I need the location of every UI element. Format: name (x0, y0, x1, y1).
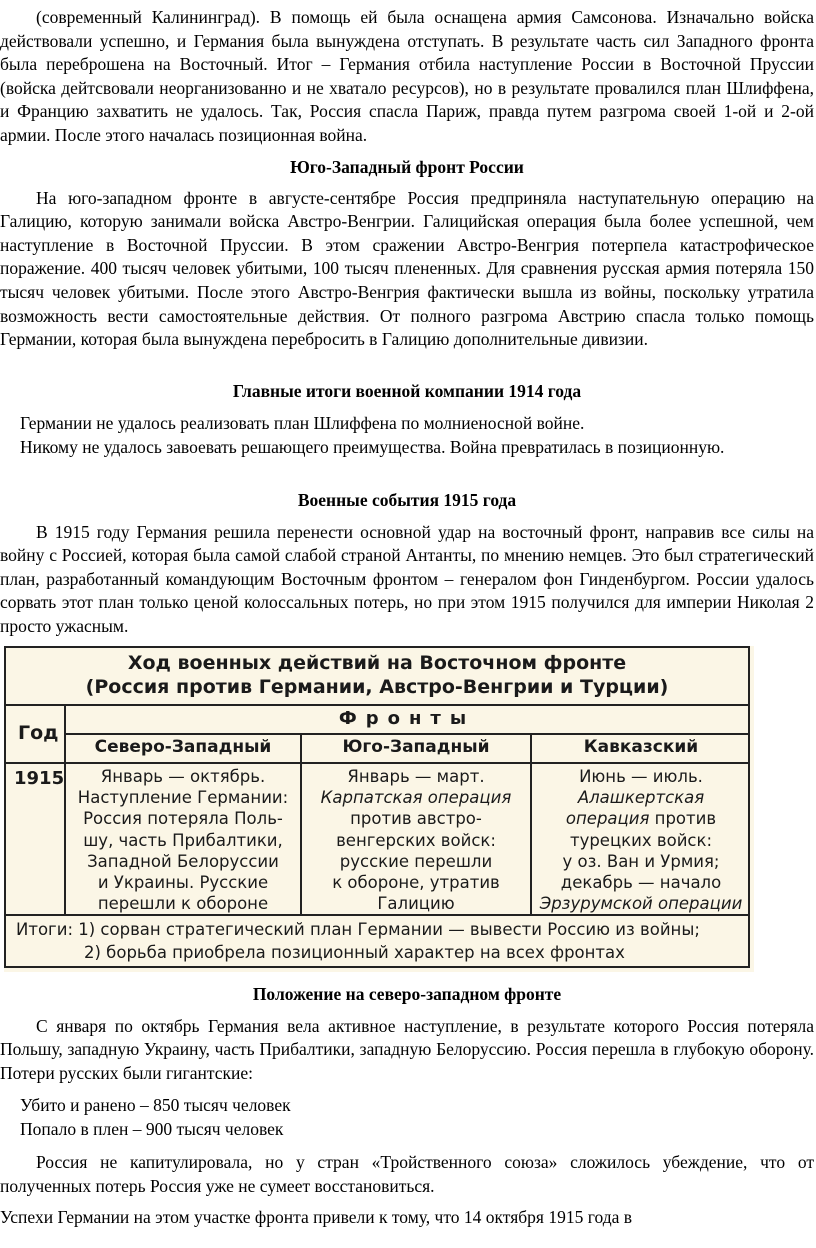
section-heading: Военные события 1915 года (297, 490, 517, 510)
list-item: Германии не удалось реализовать план Шлиффена по молниеносной войне. (20, 413, 585, 433)
results-list (20, 412, 814, 459)
cell-line: против австро- (350, 809, 482, 829)
section-events-1915 (0, 489, 814, 639)
cell-line: Эрзурумской операции (539, 894, 743, 914)
paragraph-text: На юго-западном фронте в августе-сентябре Россия предприняла наступательную операцию на Галицию, которую занимали войска Австро-Венгрии. Галицийская операция была более успешной, чем наступление в Восточной Пруссии. В этом сражении Австро-Венгрия потерпела катастрофическое поражение. 400 тысяч человек убитыми, 100 тысяч плененных. Для сравнения русская армия потеряла 150 тысяч человек убитыми. После этого Австро-Венгрия фактически вышла из войны, поскольку утратила возможность вести самостоятельные действия. От полного разгрома Австрию спасла только помощь Германии, которая была вынуждена перебросить в Галицию дополнительные дивизии. (0, 187, 814, 350)
cell-line: и Украины. Русские (97, 873, 269, 893)
cell-line: Июнь — июль. (579, 767, 703, 786)
section-heading: Юго-Западный фронт России (290, 157, 524, 177)
paragraph-text: В 1915 году Германия решила перенести основной удар на восточный фронт, направив все силы на войну с Россией, которая была самой слабой страной Антанты, по мнению немцев. Это был стратегический план, разработанный командующим Восточным фронтом – генералом фон Гинденбургом. России удалось сорвать этот план только ценой колоссальных потерь, но при этом 1915 получился для империи Николая 2 просто ужасным. (0, 521, 814, 636)
cell-line: Западной Белоруссии (87, 851, 279, 871)
table-result-line: 2) борьба приобрела позиционный характер на всех фронтах (84, 943, 625, 962)
cell-line: Наступление Германии: (77, 788, 289, 808)
section-heading: Главные итоги военной компании 1914 года (232, 381, 582, 401)
cell-caucasus (532, 766, 750, 914)
table-subtitle: (Россия против Германии, Австро-Венгрии и Турции) (85, 676, 669, 698)
cell-line: русские перешли (339, 851, 493, 871)
cell-line: к обороне, утратив (332, 873, 500, 893)
cell-line: перешли к обороне (97, 894, 269, 914)
cell-line-italic: операция (565, 809, 650, 829)
cell-line: Галицию (377, 894, 455, 914)
column-header-front: Юго-Западный (342, 737, 490, 757)
section-northwest (0, 983, 814, 1085)
cell-line: Россия потеряла Поль- (83, 809, 283, 829)
paragraph-text: С января по октябрь Германия вела активное наступление, в результате которого Россия потеряла Польшу, западную Украину, часть Прибалтики, западную Белоруссию. Россия перешла в глубокую оборону. Потери русских были гигантские: (0, 1015, 814, 1083)
cell-line: Карпатская операция (320, 788, 512, 808)
cell-line: Январь — октябрь. (100, 767, 266, 786)
cell-line: Алашкертская (577, 788, 705, 808)
list-item: Никому не удалось завоевать решающего преимущества. Война превратилась в позиционную. (20, 436, 725, 457)
column-header-front: Северо-Западный (94, 737, 272, 757)
intro-text: (современный Калининград). В помощь ей была оснащена армия Самсонова. Изначально войска действовали успешно, и Германия была вынуждена отступать. В результате часть сил Западного фронта была переброшена на Восточный. Итог – Германия отбила наступление России в Восточной Пруссии (войска дейтсвовали неорганизованно и не хватало ресурсов), но в результате провалился план Шлиффена, и Францию захватить не удалось. Так, Россия спасла Париж, правда путем разгрома своей 1-ой и 2-ой армии. После этого началась позиционная война. (0, 7, 814, 145)
table-title: Ход военных действий на Восточном фронте (127, 652, 627, 674)
divider (4, 704, 750, 706)
cell-line: турецких войск: (569, 830, 713, 850)
cell-line: Январь — март. (347, 767, 485, 786)
cell-line: операция против (565, 809, 717, 829)
intro-paragraph (0, 6, 814, 148)
cell-line: венгерских войск: (336, 830, 496, 850)
row-year: 1915 (14, 768, 65, 789)
cell-southwest (302, 766, 530, 914)
column-header-fronts: Фронты (338, 708, 476, 729)
list-item: Убито и ранено – 850 тысяч человек (20, 1095, 291, 1115)
paragraph-text: Россия не капитулировала, но у стран «Тройственного союза» сложилось убеждение, что от полученных потерь Россия уже не сумеет восстановиться. (0, 1152, 814, 1196)
divider (64, 733, 750, 735)
losses-list (20, 1094, 814, 1141)
eastern-front-table-image (4, 646, 754, 972)
cell-line: декабрь — начало (560, 873, 722, 893)
last-paragraph (0, 1206, 814, 1230)
section-results-1914 (0, 380, 814, 404)
section-heading: Положение на северо-западном фронте (252, 984, 562, 1004)
table-result-line: Итоги: 1) сорван стратегический план Германии — вывести Россию из войны; (16, 920, 700, 939)
cell-line: шу, часть Прибалтики, (83, 830, 283, 850)
cell-northwest (66, 766, 300, 914)
list-item: Попало в плен – 900 тысяч человек (20, 1118, 284, 1139)
column-header-front: Кавказский (583, 737, 699, 757)
paragraph-text: Успехи Германии на этом участке фронта привели к тому, что 14 октября 1915 года в (0, 1207, 632, 1227)
cell-line: у оз. Ван и Урмия; (562, 851, 720, 871)
after-paragraph (0, 1151, 814, 1198)
column-header-year: Год (18, 722, 59, 744)
section-southwest (0, 156, 814, 352)
divider (4, 762, 750, 764)
